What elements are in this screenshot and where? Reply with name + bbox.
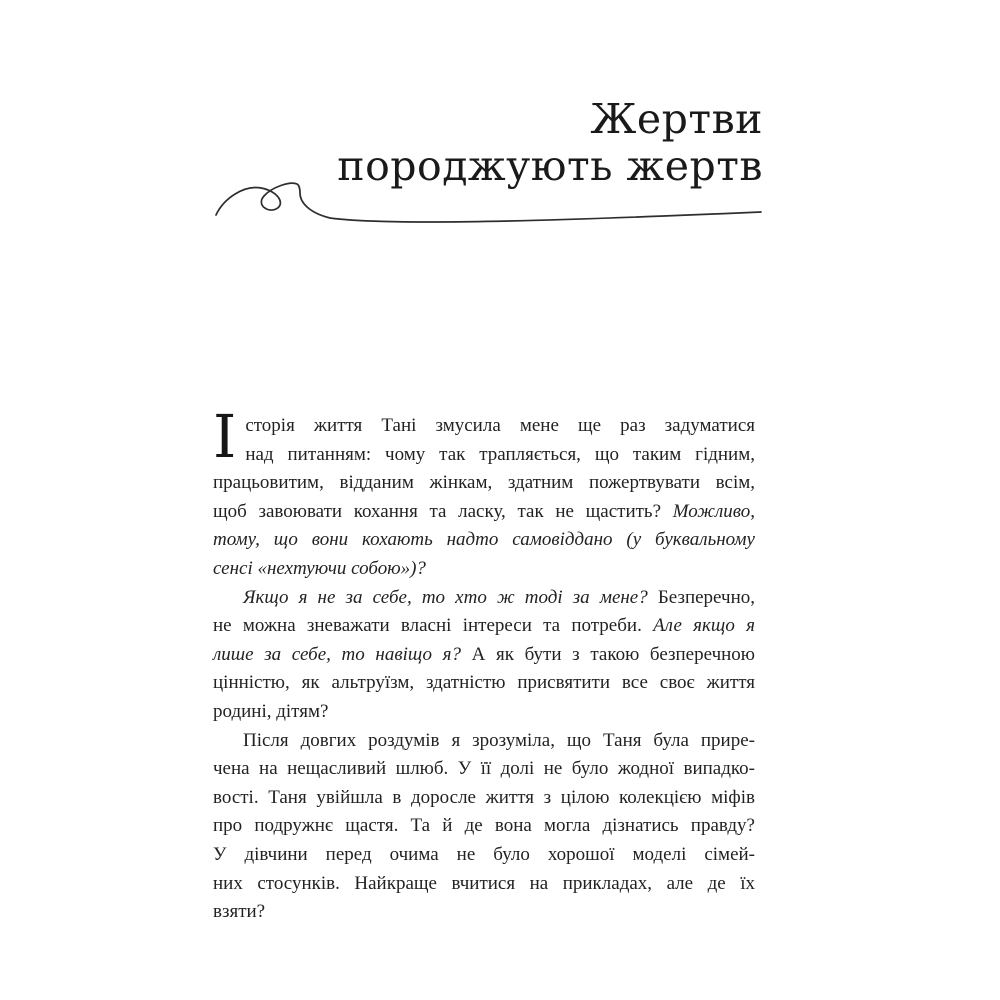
text-line [213, 812, 755, 841]
text-line [213, 584, 755, 613]
paragraph [213, 584, 755, 727]
text-line [213, 870, 755, 899]
text-segment: цінністю, як альтруїзм, здатністю присвятити все своє життя [213, 672, 755, 694]
text-segment: щоб завоювати кохання та ласку, так не щастить? [213, 500, 673, 522]
text-segment: них стосунків. Найкраще вчитися на прикладах, але де їх [213, 872, 755, 894]
text-line [213, 412, 755, 441]
italic-text-segment: Якщо я не за себе, то хто ж тоді за мене? [243, 586, 648, 608]
text-segment: Безперечно, [647, 586, 755, 608]
text-segment: Після довгих роздумів я зрозуміла, що Таня була прире- [243, 729, 755, 751]
drop-cap: І [213, 402, 237, 471]
text-line [213, 898, 755, 927]
italic-text-segment: Можливо, [672, 500, 755, 522]
italic-text-segment: Але якщо я [653, 615, 755, 637]
chapter-title-line-2: породжують жертв [337, 142, 763, 190]
text-segment: чена на нещасливий шлюб. У її долі не було жодної випадко- [213, 758, 755, 780]
text-line [213, 698, 755, 727]
text-segment: не можна зневажати власні інтереси та потреби. [213, 615, 654, 637]
italic-text-segment: тому, що вони кохають надто самовіддано (у буквальному [213, 529, 755, 551]
body-text [213, 402, 755, 927]
text-segment: родині, дітям? [213, 700, 329, 722]
italic-text-segment: лише за себе, то навіщо я? [213, 643, 461, 665]
flourish-swirl-icon [198, 172, 773, 232]
text-line [213, 841, 755, 870]
text-segment: взяти? [213, 901, 266, 923]
paragraph [213, 402, 755, 584]
text-segment: А як бути з такою безперечною [460, 643, 755, 665]
italic-text-segment: сенсі «нехтуючи собою»)? [213, 557, 426, 579]
text-line [213, 784, 755, 813]
text-line [213, 727, 755, 756]
text-segment: сторія життя Тані змусила мене ще раз задуматися [245, 415, 755, 436]
text-line [213, 612, 755, 641]
text-line [213, 755, 755, 784]
text-line [213, 441, 755, 470]
text-segment: про подружнє щастя. Та й де вона могла дізнатись правду? [213, 815, 755, 837]
text-segment: вості. Таня увійшла в доросле життя з цілою колекцією міфів [213, 786, 755, 808]
text-line [213, 469, 755, 498]
text-line [213, 498, 755, 527]
text-segment: працьовитим, відданим жінкам, здатним пожертвувати всім, [213, 472, 755, 494]
text-line [213, 669, 755, 698]
text-segment: У дівчини перед очима не було хорошої моделі сімей- [213, 843, 755, 865]
text-segment: над питанням: чому так трапляється, що таким гідним, [245, 443, 755, 465]
text-line [213, 641, 755, 670]
paragraph [213, 727, 755, 927]
text-line [213, 526, 755, 555]
text-line [213, 555, 755, 584]
chapter-title-line-1: Жертви [590, 95, 763, 143]
